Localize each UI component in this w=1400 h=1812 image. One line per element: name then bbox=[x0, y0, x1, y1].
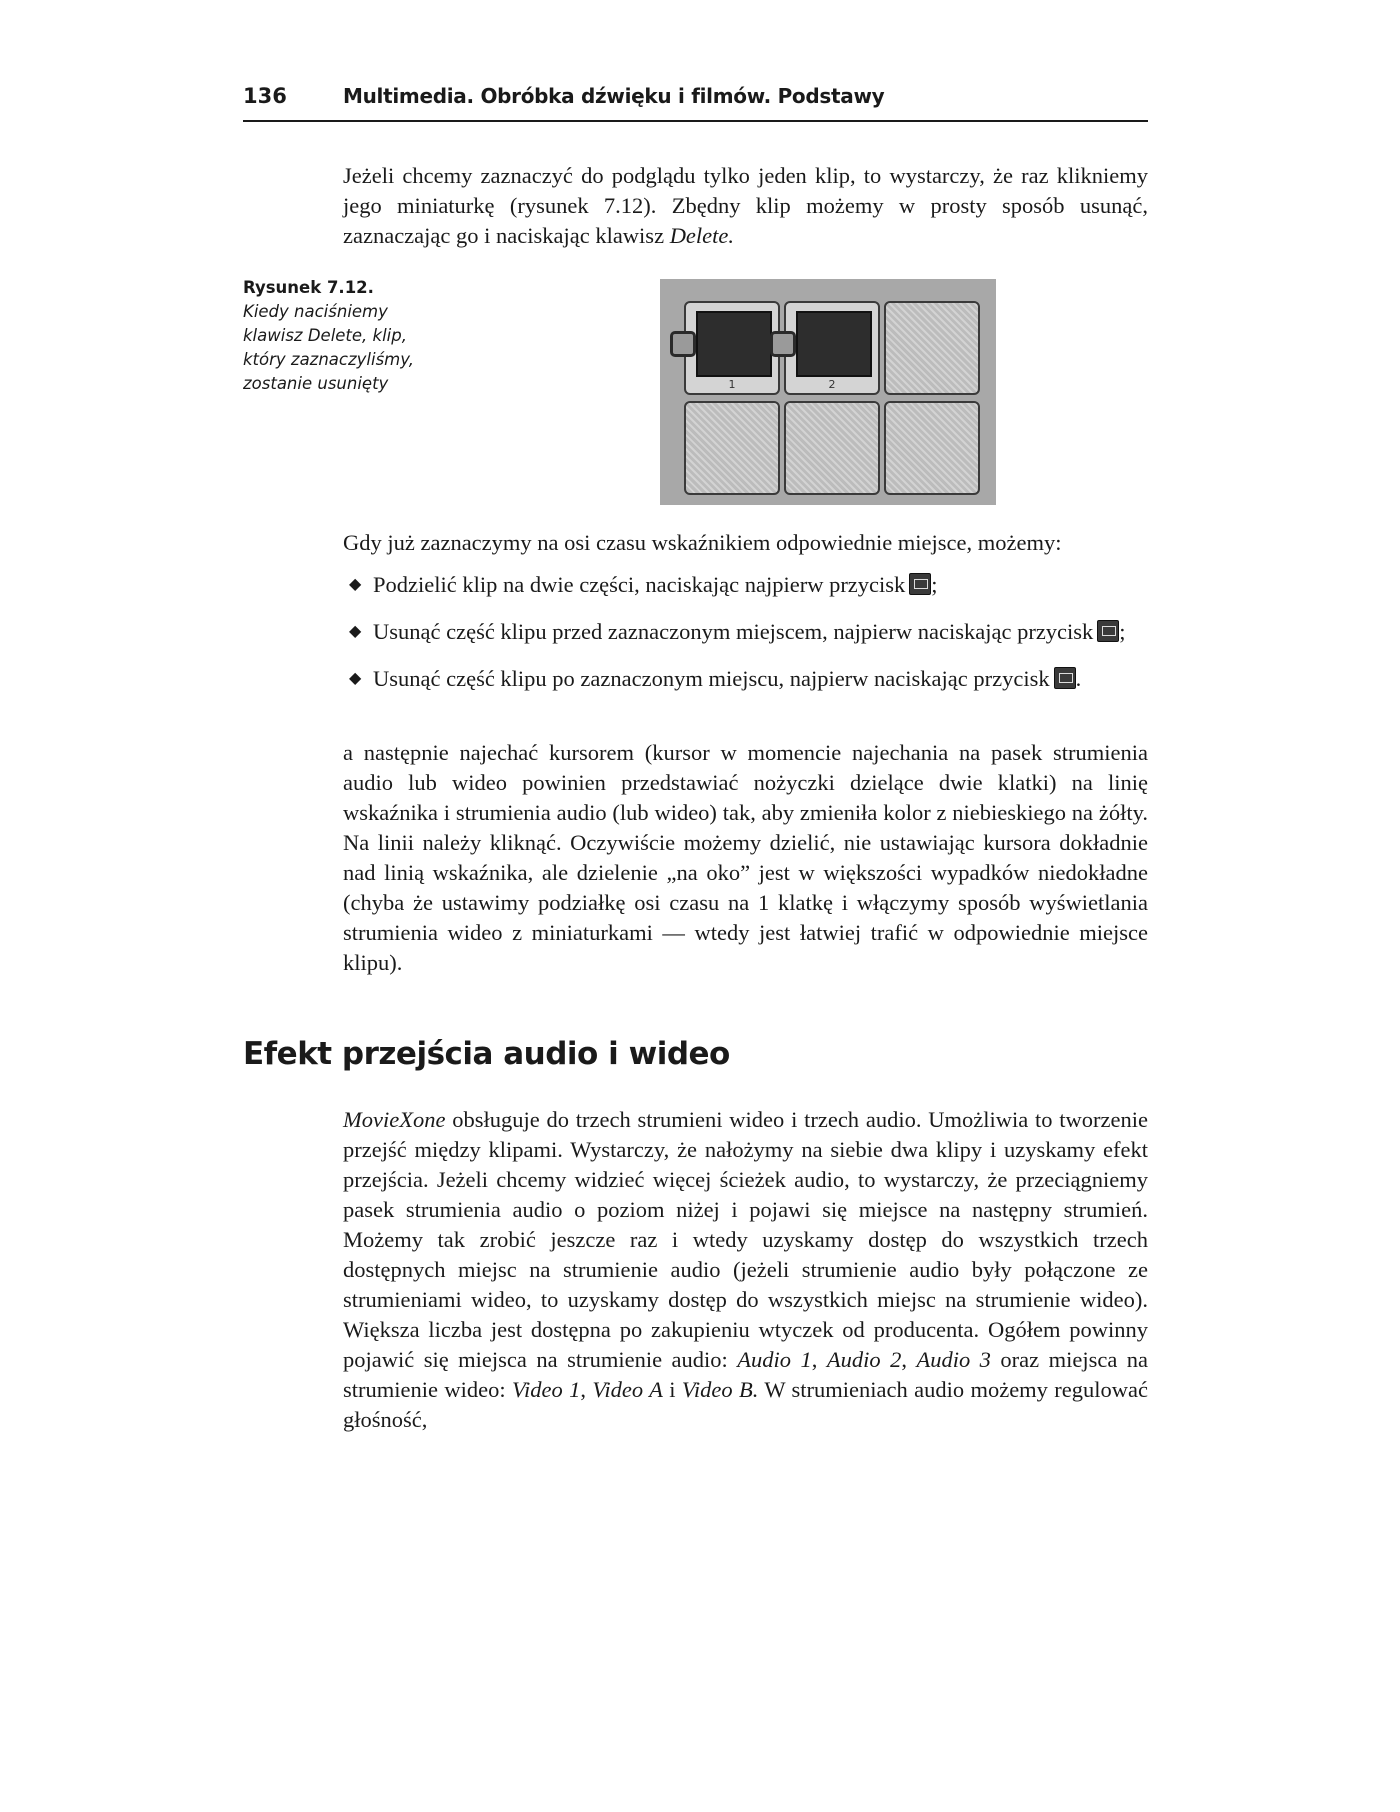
paragraph-3-text: obsługuje do trzech strumieni wideo i trzech audio. Umożliwia to tworzenie przejść między klipami. Wystarczy, że nałożymy na siebie dwa klipy i uzyskamy efekt przejścia. Jeżeli chcemy widzieć więcej ścieżek audio, to wystarczy, że przeciągniemy pasek strumienia audio o poziom niżej i pojawi się miejsce na następny strumień. Możemy tak zrobić jeszcze raz i wtedy uzyskamy dostęp do wszystkich trzech dostępnych miejsc na strumienie audio (jeżeli strumienie audio były połączone ze strumieniami wideo, to uzyskamy dostęp do wszystkich miejsc na strumienie wideo). Większa liczba jest dostępna po zakupieniu wtyczek od producenta. Ogółem powinny pojawić się miejsca na strumienie audio: bbox=[343, 1107, 1148, 1372]
trim-start-icon[interactable] bbox=[1097, 620, 1119, 642]
audio-track-name: Audio 2 bbox=[826, 1347, 902, 1372]
section-heading: Efekt przejścia audio i wideo bbox=[243, 1036, 730, 1072]
page-number: 136 bbox=[243, 84, 287, 108]
paragraph-3-tail: W strumieniach audio możemy regulować głośność, bbox=[343, 1377, 1148, 1432]
list-intro-text: Gdy już zaznaczymy na osi czasu wskaźnikiem odpowiednie miejsce, możemy: bbox=[343, 530, 1062, 555]
delete-key-label: Delete. bbox=[669, 223, 735, 248]
list-item bbox=[343, 664, 1148, 694]
separator: , bbox=[580, 1377, 593, 1402]
bullet-list bbox=[343, 570, 1148, 711]
paragraph-3 bbox=[343, 1105, 1148, 1435]
trim-end-icon[interactable] bbox=[1054, 667, 1076, 689]
list-item bbox=[343, 570, 1148, 600]
list-item-text: Usunąć część klipu po zaznaczonym miejscu, najpierw naciskając przycisk bbox=[373, 666, 1050, 691]
list-item-end: ; bbox=[931, 572, 938, 597]
video-track-name: Video B. bbox=[681, 1377, 759, 1402]
selection-handle-icon[interactable] bbox=[670, 331, 696, 357]
separator: , bbox=[901, 1347, 917, 1372]
list-item-text: Podzielić klip na dwie części, naciskając najpierw przycisk bbox=[373, 572, 906, 597]
bullet-diamond-icon: ◆ bbox=[349, 576, 362, 593]
paragraph-2-text: a następnie najechać kursorem (kursor w momencie najechania na pasek strumienia audio lub wideo powinien przedstawiać nożyczki dzielące dwie klatki) na linię wskaźnika i strumienia audio (lub wideo) tak, aby zmieniła kolor z niebieskiego na żółty. Na linii należy kliknąć. Oczywiście możemy dzielić, nie ustawiając kursora dokładnie nad linią wskaźnika, ale dzielenie „na oko” jest w większości wypadków niedokładne (chyba że ustawimy podziałkę osi czasu na 1 klatkę i włączymy sposób wyświetlania strumienia wideo z miniaturkami — wtedy jest łatwiej trafić w odpowiednie miejsce klipu). bbox=[343, 740, 1148, 975]
list-item-end: ; bbox=[1119, 619, 1126, 644]
paragraph-3-mid: oraz miejsca na strumienie wideo: bbox=[343, 1347, 1149, 1402]
paragraph-2 bbox=[343, 738, 1148, 978]
separator: , bbox=[811, 1347, 827, 1372]
list-intro bbox=[343, 528, 1148, 558]
paragraph-1 bbox=[343, 161, 1148, 251]
figure-caption-text: Kiedy naciśniemy klawisz Delete, klip, który zaznaczyliśmy, zostanie usunięty bbox=[243, 302, 414, 393]
conjunction: i bbox=[662, 1377, 682, 1402]
figure-caption bbox=[243, 276, 443, 396]
empty-slot[interactable] bbox=[884, 301, 980, 395]
video-track-name: Video A bbox=[592, 1377, 663, 1402]
empty-slot[interactable] bbox=[684, 401, 780, 495]
book-title: Multimedia. Obróbka dźwięku i filmów. Podstawy bbox=[343, 84, 885, 108]
clip-thumbnail-2[interactable] bbox=[784, 301, 880, 395]
audio-track-name: Audio 1 bbox=[737, 1347, 812, 1372]
clip-preview bbox=[796, 311, 872, 377]
page-header bbox=[243, 80, 1148, 122]
clip-thumbnails-figure bbox=[660, 279, 996, 505]
video-track-name: Video 1 bbox=[511, 1377, 581, 1402]
split-icon[interactable] bbox=[909, 573, 931, 595]
empty-slot[interactable] bbox=[884, 401, 980, 495]
clip-preview bbox=[696, 311, 772, 377]
clip-number: 1 bbox=[728, 378, 736, 391]
list-item bbox=[343, 617, 1148, 647]
clip-number: 2 bbox=[828, 378, 836, 391]
paragraph-1-text: Jeżeli chcemy zaznaczyć do podglądu tylko jeden klip, to wystarczy, że raz klikniemy jego miniaturkę (rysunek 7.12). Zbędny klip możemy w prosty sposób usunąć, zaznaczając go i naciskając klawisz bbox=[343, 163, 1148, 248]
app-name: MovieXone bbox=[343, 1107, 446, 1132]
list-item-text: Usunąć część klipu przed zaznaczonym miejscem, najpierw naciskając przycisk bbox=[373, 619, 1094, 644]
audio-track-name: Audio 3 bbox=[916, 1347, 991, 1372]
list-item-end: . bbox=[1075, 666, 1082, 691]
bullet-diamond-icon: ◆ bbox=[349, 670, 362, 687]
empty-slot[interactable] bbox=[784, 401, 880, 495]
clip-thumbnail-1[interactable] bbox=[684, 301, 780, 395]
figure-label: Rysunek 7.12. bbox=[243, 278, 374, 297]
bullet-diamond-icon: ◆ bbox=[349, 623, 362, 640]
selection-handle-icon[interactable] bbox=[770, 331, 796, 357]
